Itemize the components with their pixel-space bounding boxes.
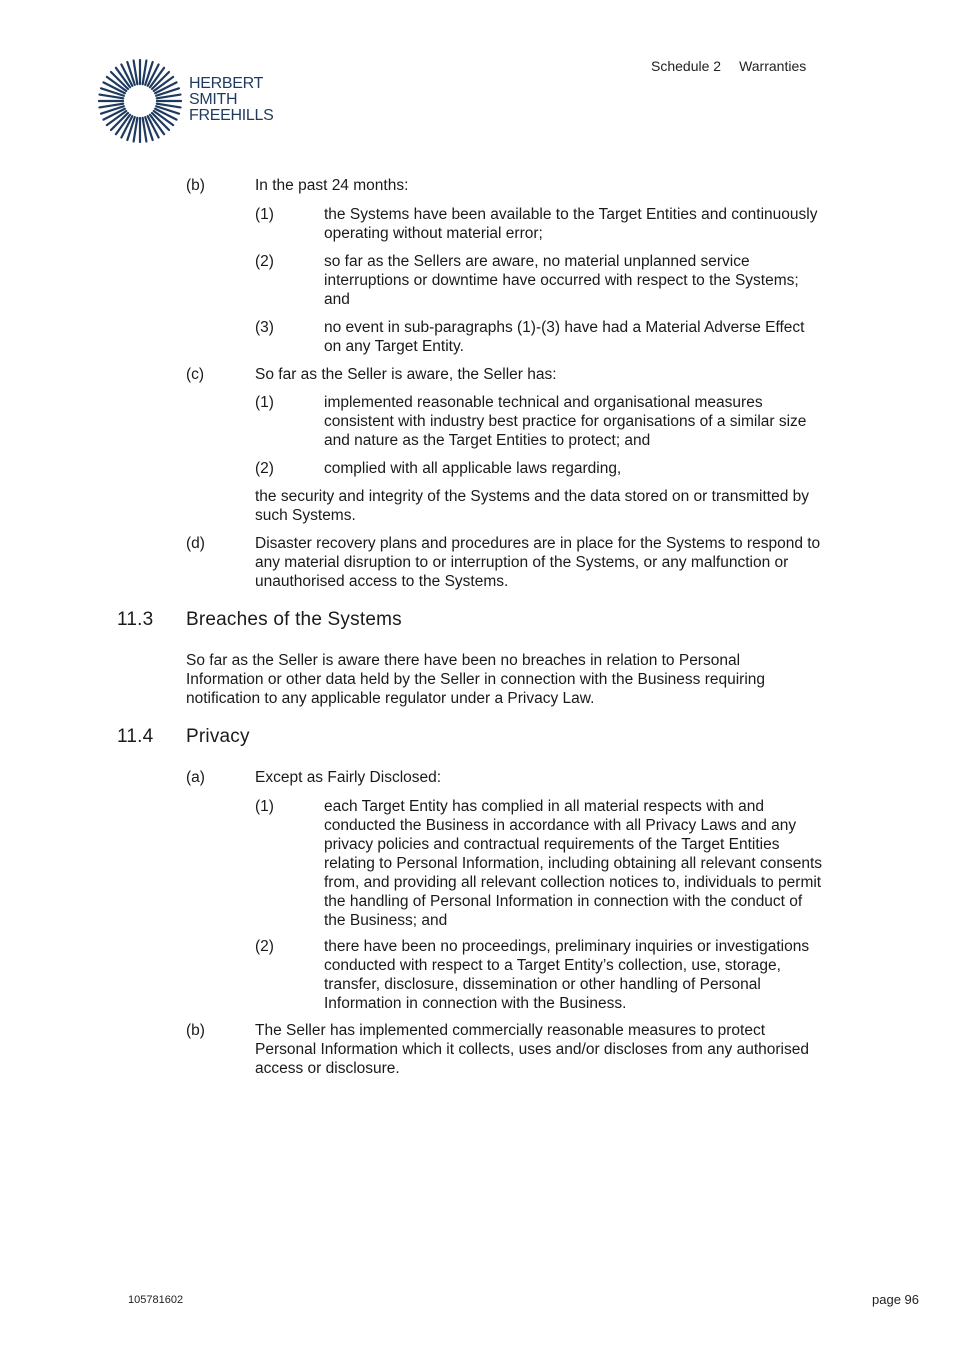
- text-line: conducted the Business in accordance with all Privacy Laws and any: [324, 817, 797, 834]
- text-line: So far as the Seller is aware there have been no breaches in relation to Personal: [186, 652, 741, 669]
- text-line: privacy policies and contractual requirements of the Target Entities: [324, 836, 780, 853]
- subclause-text: [324, 318, 804, 356]
- clause-label: (d): [186, 535, 205, 552]
- text-line: relating to Personal Information, including obtaining all relevant consents: [324, 855, 823, 872]
- section-number: 11.4: [117, 726, 154, 747]
- clause-label: (b): [186, 1022, 205, 1039]
- text-line: consistent with industry best practice for organisations of a similar size: [324, 413, 807, 430]
- text-line: transfer, disclosure, dissemination or other handling of Personal: [324, 976, 761, 993]
- sunburst-icon: [97, 58, 183, 144]
- document-number: 105781602: [128, 1294, 184, 1306]
- logo-line-1: HERBERT: [189, 75, 264, 92]
- text-line: implemented reasonable technical and organisational measures: [324, 394, 763, 411]
- text-line: Disaster recovery plans and procedures are in place for the Systems to respond to: [255, 535, 821, 552]
- text-line: unauthorised access to the Systems.: [255, 573, 509, 590]
- text-line: conducted with respect to a Target Entity’s collection, use, storage,: [324, 957, 781, 974]
- text-line: on any Target Entity.: [324, 338, 464, 355]
- schedule-label: Schedule 2: [651, 58, 722, 74]
- text-line: from, and providing all relevant collection notices to, individuals to permit: [324, 874, 822, 891]
- text-line: each Target Entity has complied in all material respects with and: [324, 798, 764, 815]
- section-paragraph: [186, 651, 765, 708]
- text-line: access or disclosure.: [255, 1060, 400, 1077]
- logo-line-2: SMITH: [189, 91, 238, 108]
- clause-text: [255, 1021, 809, 1078]
- text-line: Information in connection with the Business.: [324, 995, 627, 1012]
- text-line: the handling of Personal Information in connection with the conduct of: [324, 893, 803, 910]
- subclause-text: [324, 252, 799, 309]
- text-line: notification to any applicable regulator under a Privacy Law.: [186, 690, 595, 707]
- clause-text: In the past 24 months:: [255, 177, 409, 194]
- section-number: 11.3: [117, 609, 154, 630]
- logo-line-3: FREEHILLS: [189, 107, 274, 124]
- subclause-label: (1): [255, 206, 274, 223]
- subclause-label: (3): [255, 319, 274, 336]
- company-logo: [97, 58, 297, 148]
- subclause-text: [324, 797, 822, 930]
- schedule-title: Warranties: [739, 58, 807, 74]
- subclause-text: [324, 393, 806, 450]
- text-line: such Systems.: [255, 507, 356, 524]
- text-line: so far as the Sellers are aware, no material unplanned service: [324, 253, 750, 270]
- section-heading: Privacy: [186, 726, 250, 747]
- text-line: Information or other data held by the Seller in connection with the Business requiring: [186, 671, 766, 688]
- text-line: any material disruption to or interruption of the Systems, or any malfunction or: [255, 554, 789, 571]
- text-line: the Business; and: [324, 912, 448, 929]
- subclause-text: [324, 205, 817, 243]
- subclause-label: (1): [255, 798, 274, 815]
- subclause-label: (2): [255, 460, 274, 477]
- logo-wordmark: [189, 76, 273, 124]
- text-line: and nature as the Target Entities to protect; and: [324, 432, 651, 449]
- subclause-label: (2): [255, 253, 274, 270]
- subclause-label: (2): [255, 938, 274, 955]
- text-line: the security and integrity of the Systems and the data stored on or transmitted by: [255, 488, 809, 505]
- section-heading: Breaches of the Systems: [186, 609, 402, 630]
- text-line: there have been no proceedings, preliminary inquiries or investigations: [324, 938, 810, 955]
- text-line: Personal Information which it collects, uses and/or discloses from any authorised: [255, 1041, 809, 1058]
- text-line: The Seller has implemented commercially reasonable measures to protect: [255, 1022, 766, 1039]
- clause-label: (a): [186, 769, 205, 786]
- subclause-text: [324, 937, 809, 1013]
- clause-text: [255, 534, 820, 591]
- clause-label: (c): [186, 366, 205, 383]
- clause-continuation: [255, 487, 809, 525]
- text-line: interruptions or downtime have occurred with respect to the Systems;: [324, 272, 799, 289]
- subclause-label: (1): [255, 394, 274, 411]
- text-line: no event in sub-paragraphs (1)-(3) have had a Material Adverse Effect: [324, 319, 805, 336]
- text-line: the Systems have been available to the Target Entities and continuously: [324, 206, 818, 223]
- text-line: operating without material error;: [324, 225, 543, 242]
- subclause-text: complied with all applicable laws regarding,: [324, 460, 622, 477]
- text-line: and: [324, 291, 350, 308]
- page-number: page 96: [872, 1292, 919, 1307]
- clause-label: (b): [186, 177, 205, 194]
- clause-text: Except as Fairly Disclosed:: [255, 769, 442, 786]
- running-header: [651, 58, 806, 74]
- clause-text: So far as the Seller is aware, the Seller has:: [255, 366, 557, 383]
